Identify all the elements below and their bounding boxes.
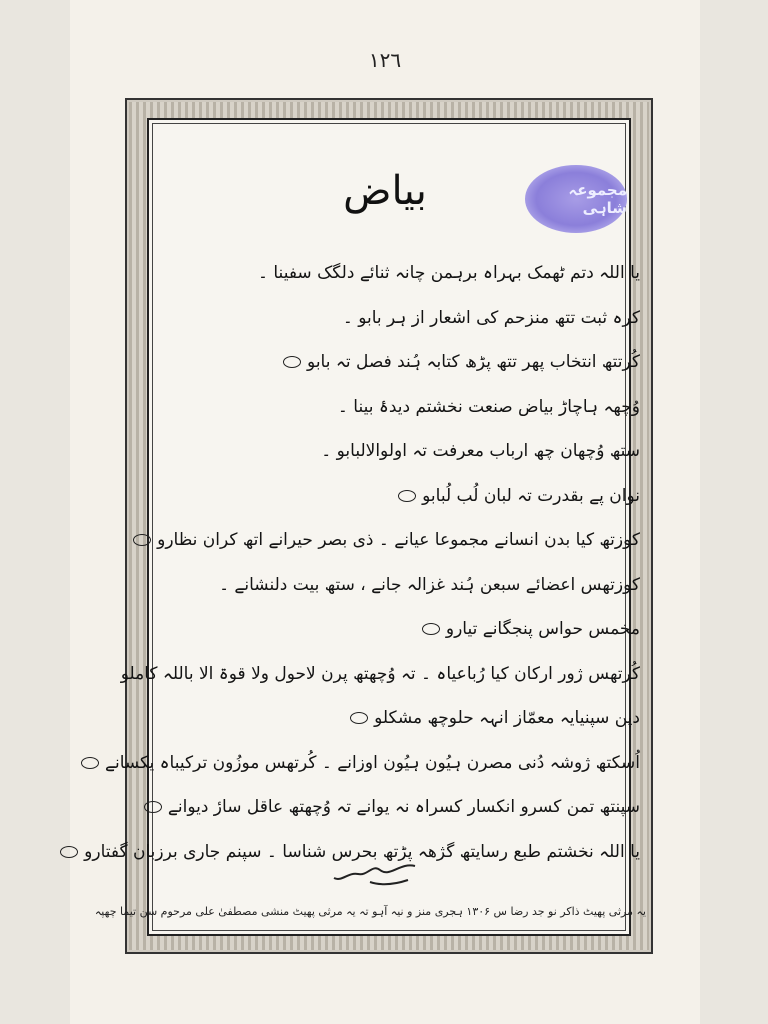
stamp-text: مجموعہ شاہی [568,181,627,217]
verse-text: نوان پے بقدرت تہ لبان لُب لُبابو [422,486,640,506]
verse-end-marker-icon [60,846,78,858]
verse-end-marker-icon [350,712,368,724]
verse-text: کوزتھس اعضائے سبعن ہُند غزالہ جانے ، ستھ بیت دلنشانے ۔ [219,575,640,595]
verse-text: کُرتھس ژور ارکان کیا رُباعیاہ ۔ تہ وُچھتھ پرن لاحول ولا قوۃ الا باللہ کاملو [120,664,640,684]
page-sheet [70,0,700,1024]
verse-end-marker-icon [283,356,301,368]
verse-line [170,351,640,372]
verse-line [170,707,640,728]
verse-text: وُچھہ ہاچاڑ بیاض صنعت نخشتم دیدۂ بینا ۔ [337,397,640,417]
footnote: یہ مرثی پھیٹ ذاکر نو جد رضا س ۱۳۰۶ ہجری منز و نیہ آہو تہ یہ مرثی پھیٹ منشی مصطفیٰ علی مرحوم سن تیما چھپہ [94,905,646,918]
verse-text: مخمس حواس پنجگانے تیارو [445,619,640,639]
verse-text: دپن سپنیایہ معمّاز انہہ حلوچھ مشکلو [374,708,640,728]
verse-line [157,529,640,550]
verse-text: سپنتھ تمن کسرو انکسار کسراہ نہ یوانے تہ وُچھتھ عاقل سارٔ دیوانے [167,797,640,817]
verse-line [170,574,640,595]
verse-text: اُسکتھ ژوشہ دُنی مصرن ہیُون ہیُون اوزانے ۔ کُرتھس موزُون ترکیباہ یکسانے [105,753,640,773]
verse-end-marker-icon [422,623,440,635]
verse-text: یا اللہ نخشتم طبع رسایتھ گژھہ پڑتھ بحرس شناسا ۔ سپنم جاری برزبان گفتارو [84,842,640,862]
verse-end-marker-icon [398,490,416,502]
verse-line [170,262,640,283]
verse-line [105,752,640,773]
verse-text: یا اللہ دتم ٹھمک بہراہ برہمن چانہ ثنائے دلگک سفینا ۔ [258,263,640,283]
verse-line [120,663,640,684]
verse-end-marker-icon [144,801,162,813]
verse-end-marker-icon [81,757,99,769]
verse-line [170,485,640,506]
verse-line [170,618,640,639]
verse-end-marker-icon [133,534,151,546]
verse-line [170,307,640,328]
verse-text: ستھ وُچھان چھ ارباب معرفت تہ اولوالالبابو ۔ [321,441,640,461]
verse-line [167,796,640,817]
calligraphic-flourish-icon [330,858,420,888]
verse-text: کرہ ثبت تتھ منزحم کی اشعار از ہر بابو ۔ [342,308,640,328]
verse-line [170,396,640,417]
verse-line [170,440,640,461]
page-heading: بیاض [343,168,427,214]
page-number: ١٢٦ [368,48,402,72]
library-stamp [525,165,627,233]
verse-text: کُرتتھ انتخاب پھر تتھ پڑھ کتابہ ہُند فصل تہ بابو [307,352,640,372]
verse-text: کوزتھ کیا بدن انسانے مجموعا عیانے ۔ ذی بصر حیرانے اتھ کران نظارو [157,530,640,550]
